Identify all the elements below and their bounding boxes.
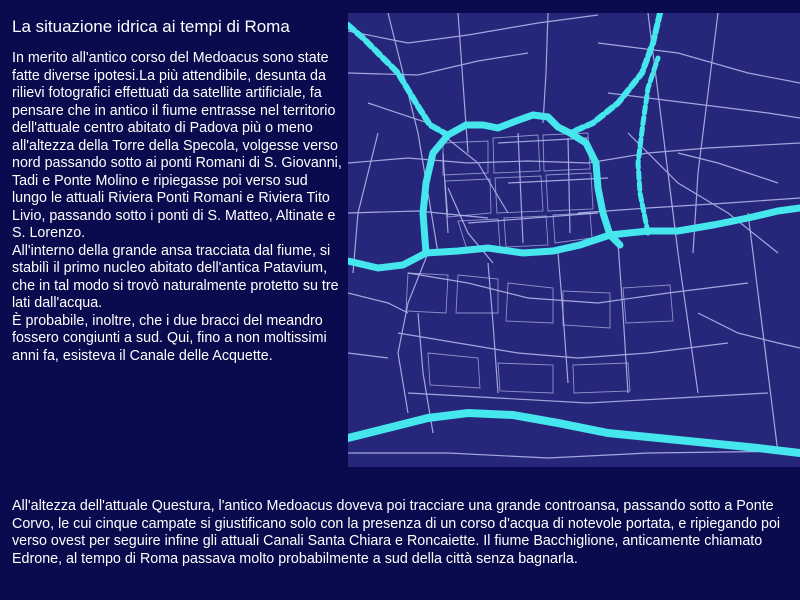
padova-river-map [348, 13, 800, 467]
medoacus-east-arm [638, 58, 658, 233]
map-drawing [348, 13, 800, 467]
intro-text [12, 50, 342, 365]
canale-delle-acquette [348, 413, 800, 453]
footer-text: All'altezza dell'attuale Questura, l'antico Medoacus doveva poi tracciare una grande controansa, passando sotto a Ponte Corvo, le cui cinque campate si giustificano solo con la presenza di un corso d'acqua di notevole portata, e ripiegando poi verso ovest per seguire infine gli attuali Canali Santa Chiara e Roncaiette. Il fiume Bacchiglione, anticamente chiamato Edrone, al tempo di Roma passava molto probabilmente a sud della città senza bagnarla. [12, 498, 781, 567]
medoacus-north-arm-east [570, 13, 660, 133]
intro-paragraph: È probabile, inoltre, che i due bracci del meandro fossero congiunti a sud. Qui, fino a non moltissimi anni fa, esisteva il Canale delle Acquette. [12, 312, 327, 364]
intro-paragraph: All'interno della grande ansa tracciata dal fiume, si stabilì il primo nucleo abitato dell'antica Patavium, che in tal modo si trovò naturalmente protetto su tre lati dall'acqua. [12, 242, 339, 311]
page-title: La situazione idrica ai tempi di Roma [12, 17, 290, 36]
intro-paragraph: In merito all'antico corso del Medoacus sono state fatte diverse ipotesi.La più attendibile, desunta da rilievi fotografici effettuati da satellite artificiale, fa pensare che in antico il fiume entrasse nel territorio dell'attuale centro abitato di Padova più o meno all'altezza della Torre della Specola, volgesse verso nord passando sotto ai ponti Romani di S. Giovanni, Tadi e Ponte Molino e ripiegasse poi verso sud lungo le attuali Riviera Ponti Romani e Riviera Tito Livio, passando sotto i ponti di S. Matteo, Altinate e S. Lorenzo. [12, 50, 342, 241]
